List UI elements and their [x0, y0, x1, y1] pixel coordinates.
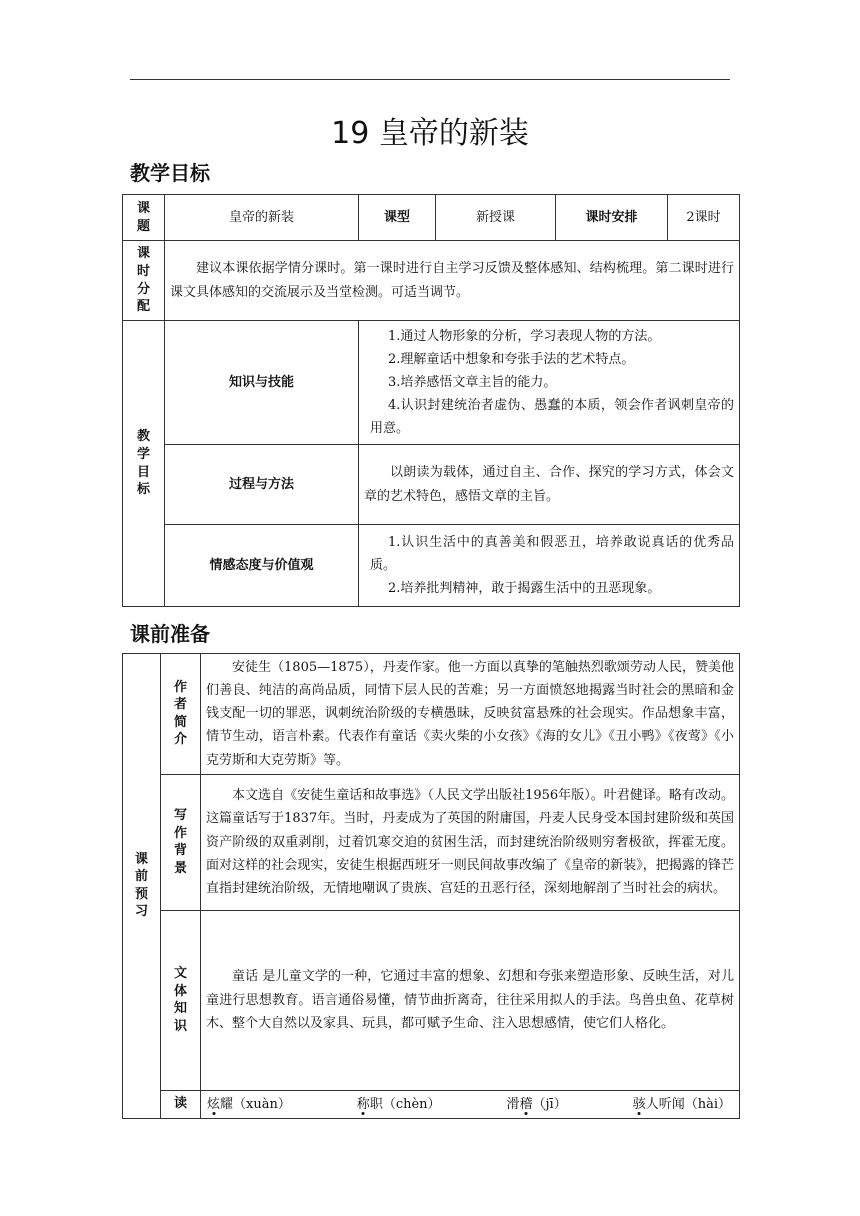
author-text: 安徒生（1805—1875），丹麦作家。他一方面以真挚的笔触热烈歌颂劳动人民，赞美他们善良、纯洁的高尚品质，同情下层人民的苦难；另一方面愤怒地揭露当时社会的黑暗和金钱支配一切的罪恶，讽刺统治阶级的专横愚昧，反映贫富悬殊的社会现实。作品想象丰富，情节生动，语言朴素。代表作有童话《卖火柴的小女孩》《海的女儿》《丑小鸭》《夜莺》《小克劳斯和大克劳斯》等。: [201, 654, 740, 775]
emotion-item: 2.培养批判精神，敢于揭露生活中的丑恶现象。: [388, 581, 661, 597]
topic-value: 皇帝的新装: [165, 195, 359, 241]
goals-table: [122, 194, 740, 607]
genre-text: 童话 是儿童文学的一种，它通过丰富的想象、幻想和夸张来塑造形象、反映生活，对儿童进行思想教育。语言通俗易懂，情节曲折离奇，往往采用拟人的手法。鸟兽虫鱼、花草树木、整个大自然以及家具、玩具，都可赋予生命、注入思想感情，使它们人格化。: [201, 910, 740, 1090]
knowledge-item: 2.理解童话中想象和夸张手法的艺术特点。: [388, 351, 635, 367]
prep-table: [122, 653, 740, 1119]
label-author: 作者简介: [161, 654, 201, 775]
emotion-item: 1.认识生活中的真善美和假恶丑，培养敢说真话的优秀品质。: [370, 534, 734, 573]
knowledge-item: 1.通过人物形象的分析，学习表现人物的方法。: [388, 328, 661, 344]
background-text: 本文选自《安徒生童话和故事选》（人民文学出版社1956年版）。叶君健译。略有改动。这篇童话写于1837年。当时，丹麦成为了英国的附庸国，丹麦人民身受本国封建阶级和英国资产阶级的双重剥削，过着饥寒交迫的贫困生活，而封建统治阶级则穷奢极欲，挥霍无度。面对这样的社会现实，安徒生根据西班牙一则民间故事改编了《皇帝的新装》，把揭露的锋芒直指封建统治阶级，无情地嘲讽了贵族、宫廷的丑恶行径，深刻地解剖了当时社会的病状。: [201, 774, 740, 910]
label-alloc: 课时分配: [123, 241, 165, 321]
process-label: 过程与方法: [165, 445, 359, 525]
knowledge-item: 3.培养感悟文章主旨的能力。: [388, 374, 557, 390]
top-rule: [130, 79, 730, 80]
label-prep: 课前预习: [123, 654, 161, 1119]
label-goals: 教学目标: [123, 321, 165, 607]
section-heading-prep: 课前准备: [130, 622, 210, 646]
label-background: 写作背景: [161, 774, 201, 910]
label-topic: 课题: [123, 195, 165, 241]
knowledge-item: 4.认识封建统治者虚伪、愚蠢的本质，领会作者讽刺皇帝的用意。: [370, 398, 734, 437]
knowledge-label: 知识与技能: [165, 321, 359, 445]
knowledge-list: [359, 321, 740, 445]
read-words: [201, 1090, 740, 1118]
word-item: 骇人听闻（hài）: [632, 1096, 731, 1112]
alloc-text: 建议本课依据学情分课时。第一课时进行自主学习反馈及整体感知、结构梳理。第二课时进行课文具体感知的交流展示及当堂检测。可适当调节。: [165, 241, 740, 321]
section-heading-goals: 教学目标: [130, 161, 210, 185]
hours-value: 2课时: [668, 195, 740, 241]
label-read: 读: [161, 1090, 201, 1118]
emotion-list: [359, 525, 740, 607]
page-title: 19 皇帝的新装: [331, 116, 529, 151]
word-item: 滑稽（jī）: [506, 1096, 567, 1112]
type-value: 新授课: [436, 195, 556, 241]
word-item: 炫耀（xuàn）: [207, 1096, 291, 1112]
label-hours: 课时安排: [556, 195, 668, 241]
label-genre: 文体知识: [161, 910, 201, 1090]
process-text: 以朗读为载体，通过自主、合作、探究的学习方式，体会文章的艺术特色，感悟文章的主旨。: [359, 445, 740, 525]
emotion-label: 情感态度与价值观: [165, 525, 359, 607]
label-type: 课型: [359, 195, 436, 241]
word-item: 称职（chèn）: [356, 1096, 441, 1112]
